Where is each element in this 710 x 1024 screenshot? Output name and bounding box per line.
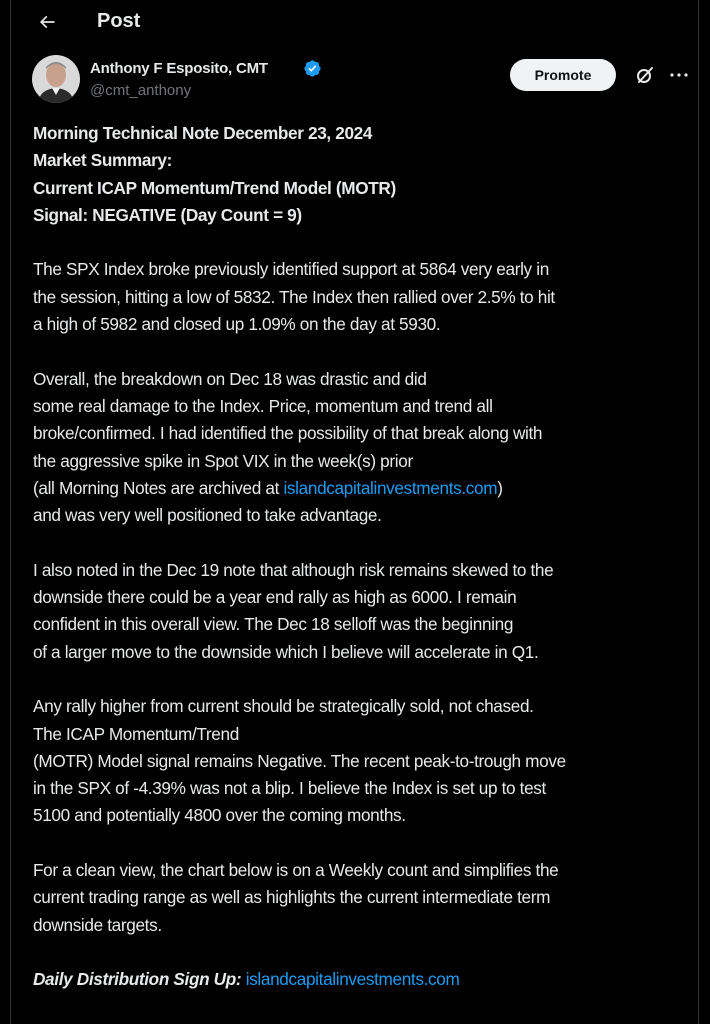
paragraph-gap xyxy=(33,939,693,966)
signup-line xyxy=(33,966,693,993)
post-text xyxy=(33,120,693,994)
paragraph-line: broke/confirmed. I had identified the possibility of that break along with xyxy=(33,423,543,444)
grok-icon[interactable] xyxy=(633,63,657,87)
back-button[interactable] xyxy=(33,10,61,34)
post-heading-line: Current ICAP Momentum/Trend Model (MOTR) xyxy=(33,177,396,198)
more-options-icon[interactable] xyxy=(667,63,691,87)
paragraph-line: and was very well positioned to take advantage. xyxy=(33,505,382,526)
paragraph-gap xyxy=(33,830,693,857)
top-bar xyxy=(11,0,698,44)
paragraph-line: of a larger move to the downside which I believe will accelerate in Q1. xyxy=(33,641,539,662)
promote-button[interactable]: Promote xyxy=(510,59,616,91)
paragraph-gap xyxy=(33,529,693,556)
verified-badge-icon xyxy=(303,59,322,78)
back-arrow-icon xyxy=(37,12,57,32)
paragraph-line: (MOTR) Model signal remains Negative. The recent peak-to-trough move xyxy=(33,750,566,771)
paragraph-line: Any rally higher from current should be strategically sold, not chased. xyxy=(33,696,534,717)
paragraph-line: some real damage to the Index. Price, momentum and trend all xyxy=(33,395,493,416)
paragraph-line: the aggressive spike in Spot VIX in the week(s) prior xyxy=(33,450,413,471)
post-heading-line: Market Summary: xyxy=(33,150,172,171)
paragraph-line: 5100 and potentially 4800 over the coming months. xyxy=(33,805,406,826)
paragraph-line: confident in this overall view. The Dec 18 selloff was the beginning xyxy=(33,614,514,635)
paragraph-line: a high of 5982 and closed up 1.09% on the day at 5930. xyxy=(33,314,441,335)
paragraph-line: Overall, the breakdown on Dec 18 was drastic and did xyxy=(33,368,427,389)
author-name[interactable]: Anthony F Esposito, CMT xyxy=(90,60,268,77)
archive-suffix: ) xyxy=(497,477,503,498)
avatar[interactable] xyxy=(32,55,80,103)
paragraph-gap xyxy=(33,666,693,693)
paragraph-line: The ICAP Momentum/Trend xyxy=(33,723,239,744)
archive-prefix: (all Morning Notes are archived at xyxy=(33,477,284,498)
paragraph-line: For a clean view, the chart below is on a Weekly count and simplifies the xyxy=(33,860,559,881)
page-title: Post xyxy=(97,10,141,32)
paragraph-gap xyxy=(33,338,693,365)
paragraph-line: The SPX Index broke previously identified support at 5864 very early in xyxy=(33,259,549,280)
paragraph-line: downside targets. xyxy=(33,914,162,935)
paragraph-line: I also noted in the Dec 19 note that although risk remains skewed to the xyxy=(33,559,554,580)
signup-link[interactable]: islandcapitalinvestments.com xyxy=(245,969,460,990)
signup-label: Daily Distribution Sign Up: xyxy=(33,969,242,990)
post-column xyxy=(10,0,699,1024)
paragraph-line: current trading range as well as highlights the current intermediate term xyxy=(33,887,551,908)
author-handle[interactable]: @cmt_anthony xyxy=(90,82,192,99)
archive-link[interactable]: islandcapitalinvestments.com xyxy=(283,477,498,498)
paragraph-line: downside there could be a year end rally as high as 6000. I remain xyxy=(33,587,517,608)
post-heading-line: Signal: NEGATIVE (Day Count = 9) xyxy=(33,204,302,225)
paragraph-gap xyxy=(33,229,693,256)
paragraph-line: in the SPX of -4.39% was not a blip. I believe the Index is set up to test xyxy=(33,778,546,799)
archive-line xyxy=(33,475,693,502)
paragraph-line: the session, hitting a low of 5832. The Index then rallied over 2.5% to hit xyxy=(33,286,555,307)
avatar-image xyxy=(32,55,80,103)
post-heading-line: Morning Technical Note December 23, 2024 xyxy=(33,123,373,143)
